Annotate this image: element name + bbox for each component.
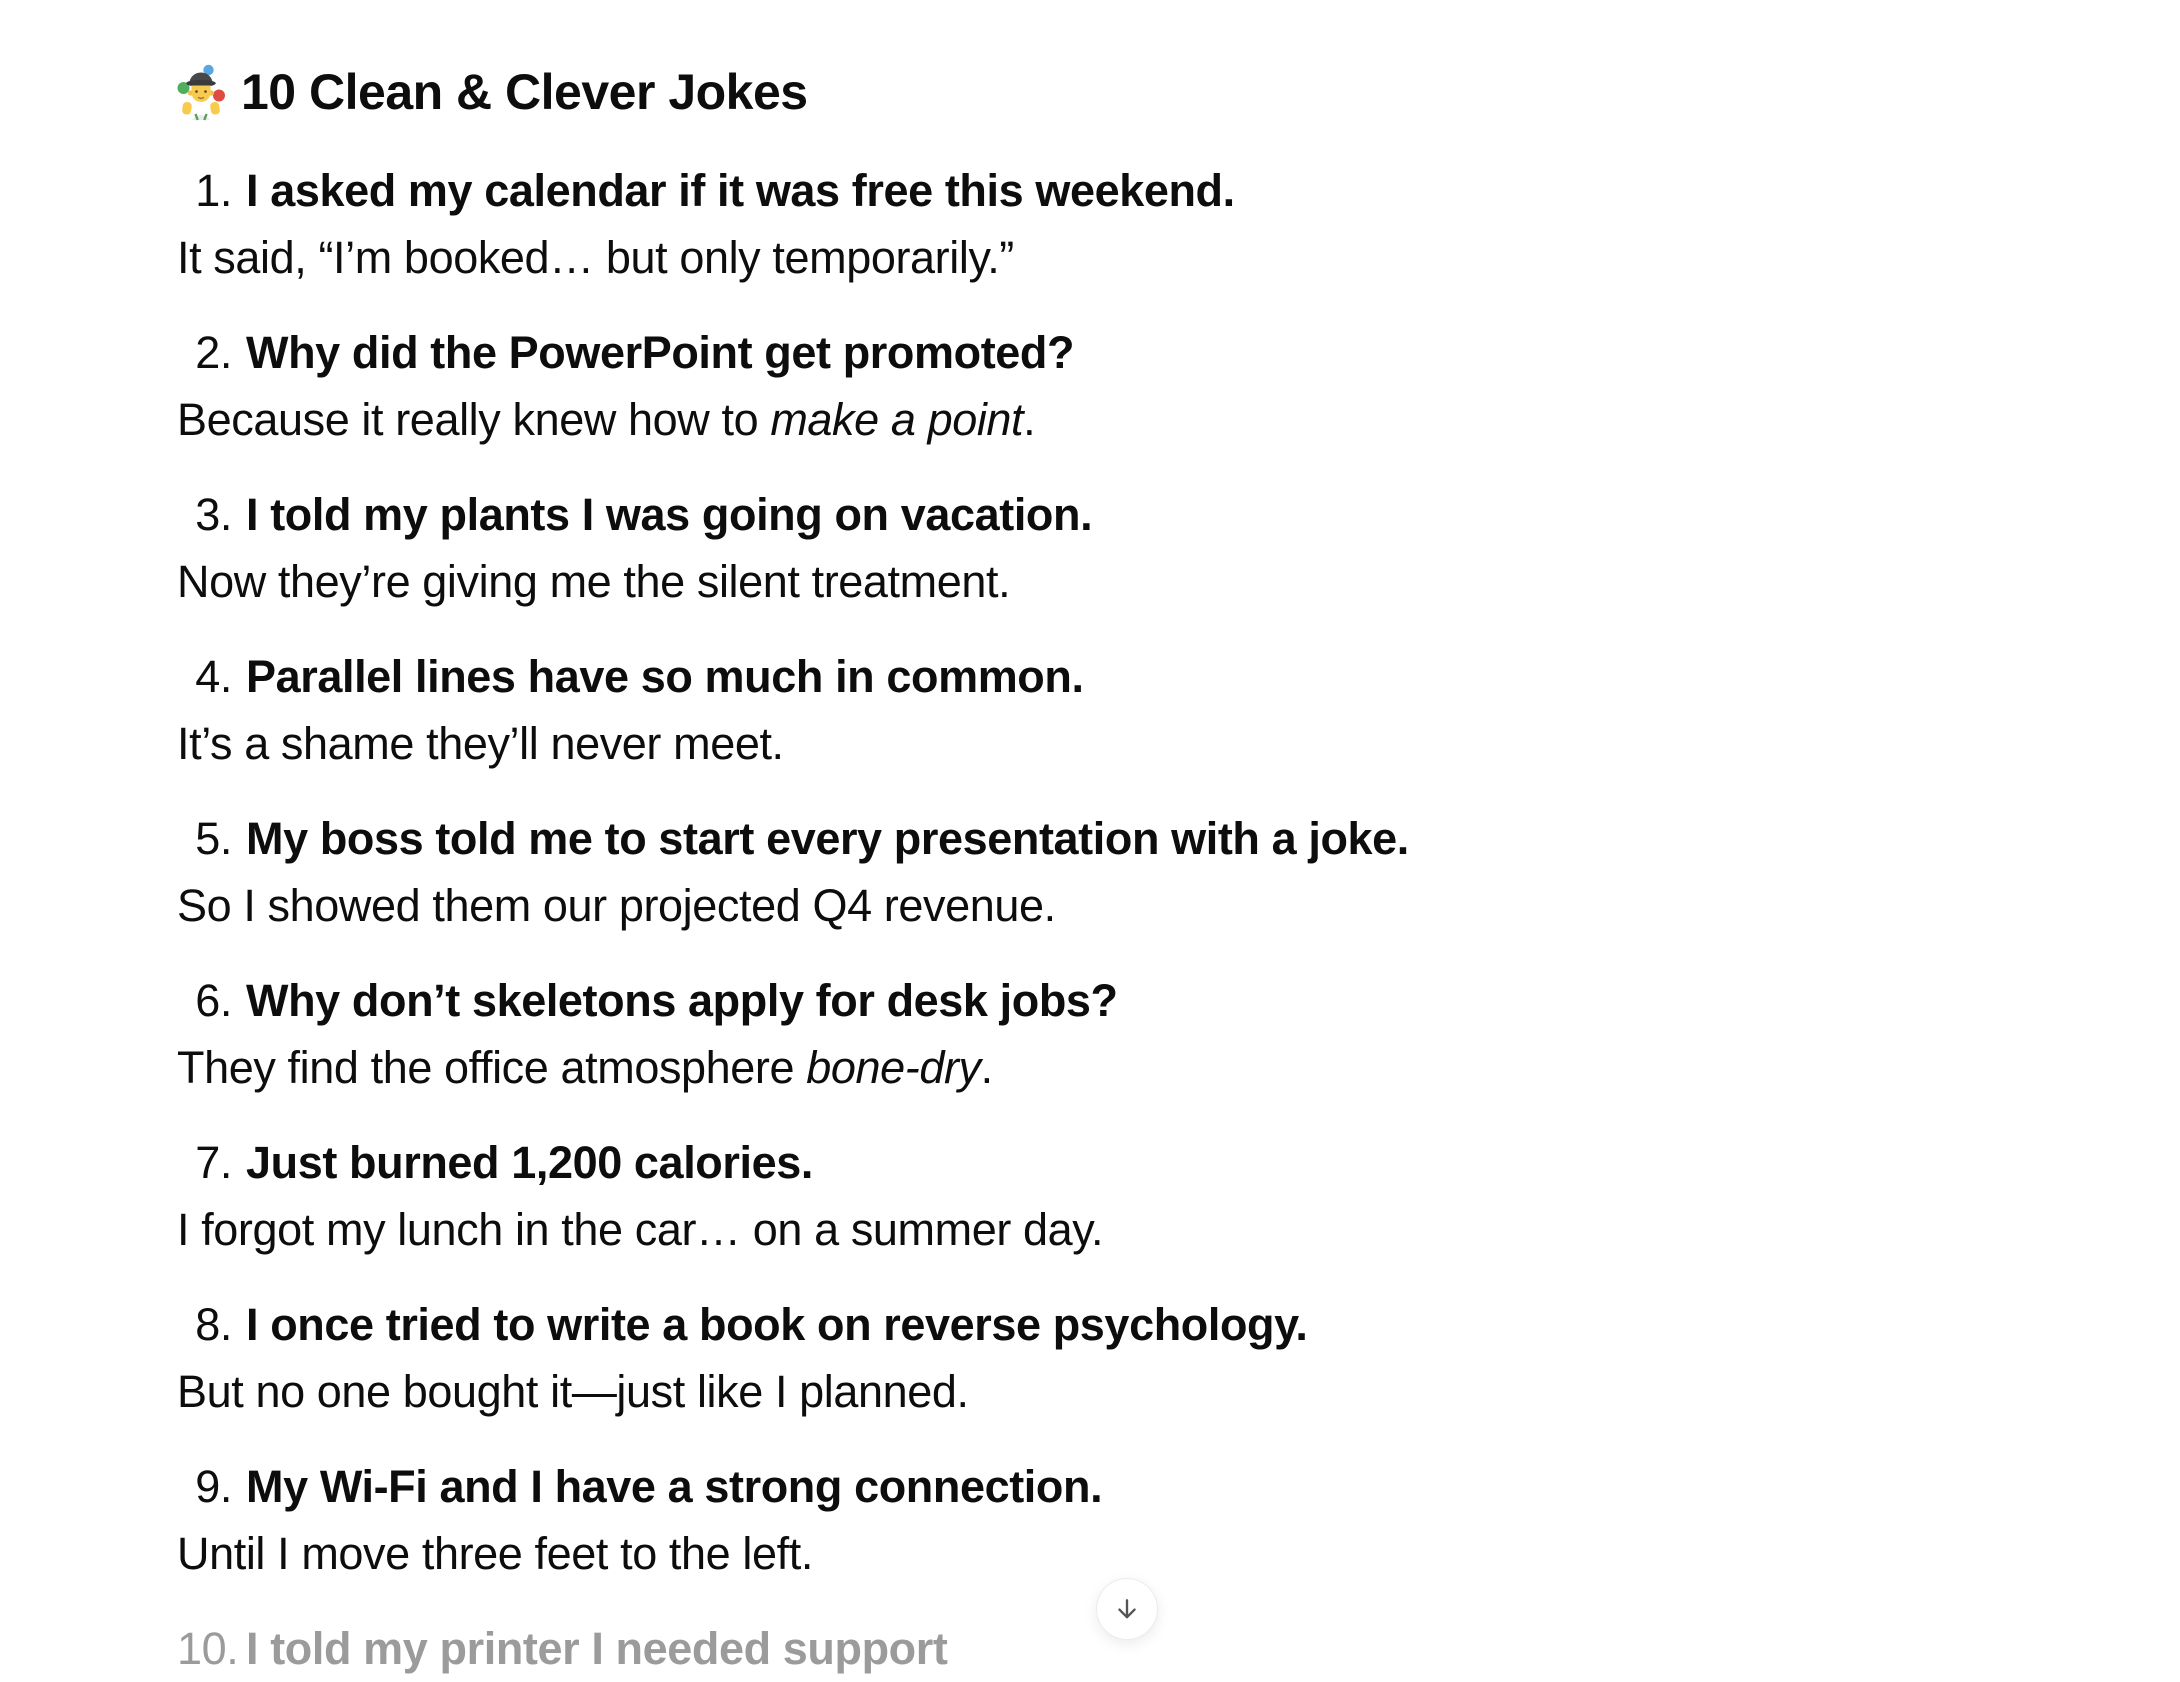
joke-setup: Parallel lines have so much in common. <box>246 651 1084 702</box>
joke-setup: I told my printer I needed support <box>246 1623 948 1674</box>
joke-punchline <box>177 872 2027 939</box>
joke-punchline <box>177 1520 2027 1587</box>
joke-setup: Why did the PowerPoint get promoted? <box>246 327 1075 378</box>
page-title <box>177 62 2027 122</box>
joke-punchline <box>177 386 2027 453</box>
punchline-text-after: . <box>1023 394 1036 445</box>
jokes-list <box>177 157 2027 1682</box>
list-number: 9. <box>195 1461 232 1512</box>
punchline-text: So I showed them our projected Q4 revenue. <box>177 880 1056 931</box>
list-number: 2. <box>195 327 232 378</box>
joke-item <box>177 643 2027 777</box>
joke-item <box>177 967 2027 1101</box>
joke-punchline <box>177 1034 2027 1101</box>
list-number: 5. <box>195 813 232 864</box>
joke-setup: I told my plants I was going on vacation. <box>246 489 1093 540</box>
joke-item <box>177 1291 2027 1425</box>
joke-setup: My Wi-Fi and I have a strong connection. <box>246 1461 1103 1512</box>
joke-setup-line <box>177 1453 2027 1520</box>
joke-setup-line <box>177 1291 2027 1358</box>
joke-setup-line <box>177 157 2027 224</box>
joke-punchline <box>177 710 2027 777</box>
joke-setup: My boss told me to start every presentation with a joke. <box>246 813 1409 864</box>
punchline-italic-text: make a point <box>770 394 1024 445</box>
punchline-text: They find the office atmosphere <box>177 1042 807 1093</box>
page-title-text: 10 Clean & Clever Jokes <box>241 64 808 120</box>
joke-setup-line <box>177 1129 2027 1196</box>
list-number: 1. <box>195 165 232 216</box>
joke-item <box>177 805 2027 939</box>
joke-setup: Why don’t skeletons apply for desk jobs? <box>246 975 1118 1026</box>
joke-setup: Just burned 1,200 calories. <box>246 1137 813 1188</box>
joke-item <box>177 157 2027 291</box>
punchline-text: It’s a shame they’ll never meet. <box>177 718 784 769</box>
joke-setup: I asked my calendar if it was free this weekend. <box>246 165 1235 216</box>
joke-setup-line <box>177 967 2027 1034</box>
scroll-to-bottom-button[interactable] <box>1096 1578 1158 1640</box>
juggler-emoji <box>177 64 225 121</box>
list-number: 4. <box>195 651 232 702</box>
punchline-text: But no one bought it—just like I planned. <box>177 1366 969 1417</box>
punchline-text-after: . <box>980 1042 993 1093</box>
joke-punchline <box>177 548 2027 615</box>
arrow-down-icon <box>1113 1595 1141 1623</box>
punchline-text: It said, “I’m booked… but only temporarily.” <box>177 232 1014 283</box>
list-number: 7. <box>195 1137 232 1188</box>
punchline-text: Until I move three feet to the left. <box>177 1528 813 1579</box>
list-number: 6. <box>195 975 232 1026</box>
punchline-text: Because it really knew how to <box>177 394 771 445</box>
punchline-text: I forgot my lunch in the car… on a summer day. <box>177 1204 1104 1255</box>
joke-item <box>177 1453 2027 1587</box>
punchline-text: Now they’re giving me the silent treatment. <box>177 556 1011 607</box>
list-number: 3. <box>195 489 232 540</box>
punchline-italic-text: bone-dry <box>806 1042 981 1093</box>
joke-item <box>177 1129 2027 1263</box>
joke-setup-line <box>177 805 2027 872</box>
joke-punchline <box>177 224 2027 291</box>
joke-setup: I once tried to write a book on reverse psychology. <box>246 1299 1308 1350</box>
joke-item <box>177 319 2027 453</box>
list-number: 10. <box>177 1623 239 1674</box>
joke-item <box>177 481 2027 615</box>
joke-punchline <box>177 1196 2027 1263</box>
joke-setup-line <box>177 643 2027 710</box>
joke-punchline <box>177 1358 2027 1425</box>
list-number: 8. <box>195 1299 232 1350</box>
joke-setup-line <box>177 319 2027 386</box>
joke-setup-line <box>177 481 2027 548</box>
